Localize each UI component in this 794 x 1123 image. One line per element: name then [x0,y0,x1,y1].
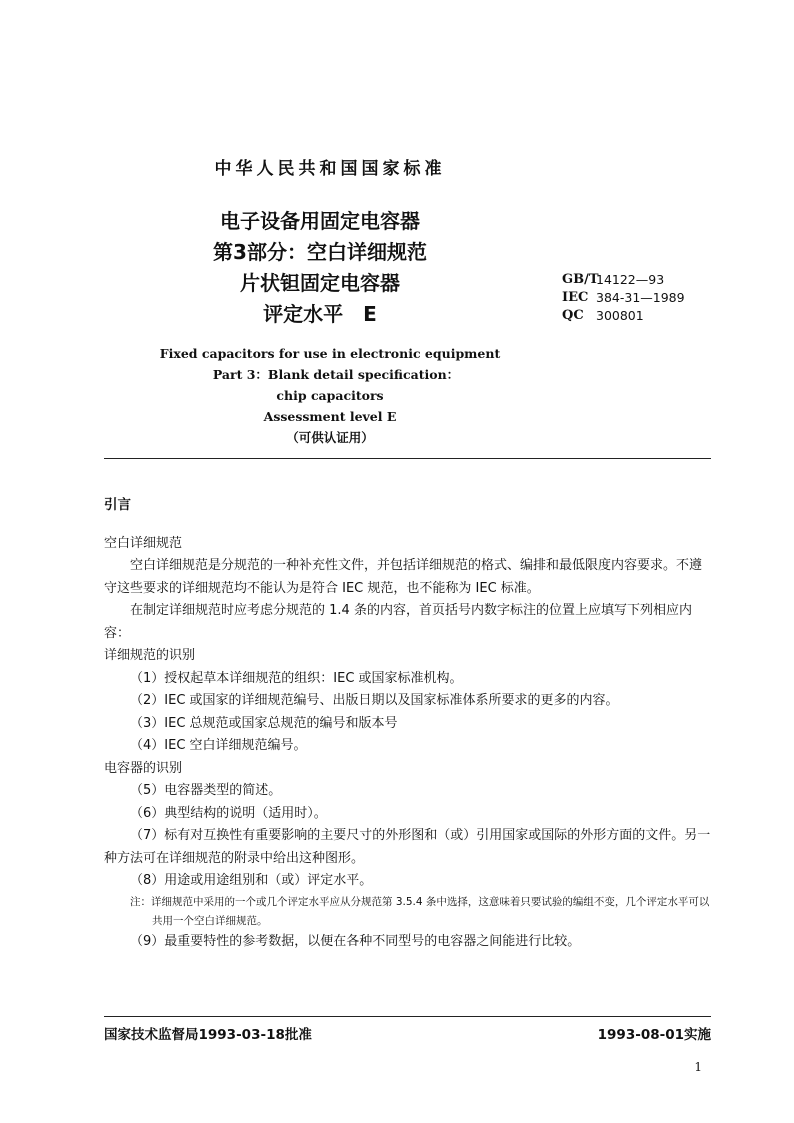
paragraph-2: 在制定详细规范时应考虑分规范的 1.4 条的内容，首页括号内数字标注的位置上应填写下列相应内容： [104,603,692,641]
document-body [104,494,714,953]
standard-codes [562,271,685,325]
page-number: 1 [694,1060,702,1074]
list-item: （4）IEC 空白详细规范编号。 [130,738,307,753]
title-cn-line-3: 片状钽固定电容器 [240,271,400,295]
list-item: （1）授权起草本详细规范的组织：IEC 或国家标准机构。 [130,670,463,686]
note: 注：详细规范中采用的一个或几个评定水平应从分规范第 3.5.4 条中选择，这意味着只要试验的编组不变，几个评定水平可以共用一个空白详细规范。 [130,895,710,927]
approval-date: 国家技术监督局1993-03-18批准 [104,1027,312,1043]
list-item: （7）标有对互换性有重要影响的主要尺寸的外形图和（或）引用国家或国际的外形方面的文件。另一种方法可在详细规范的附录中给出这种图形。 [104,828,711,866]
national-standard-header: 中华人民共和国国家标准 [214,159,446,179]
standard-code-value: 14122—93 [596,272,665,287]
list-item: （3）IEC 总规范或国家总规范的编号和版本号 [130,715,398,731]
title-en-line-5: （可供认证用） [286,430,374,445]
header-divider [104,458,711,459]
title-cn-line-2: 第3部分：空白详细规范 [213,240,427,264]
intro-heading: 引言 [104,497,131,513]
section-title-spec-identification: 详细规范的识别 [104,648,196,663]
standard-code-label: GB/T [562,272,599,287]
standard-code-gb [562,271,685,289]
list-item: （6）典型结构的说明（适用时）。 [130,805,327,821]
footer-divider [104,1016,711,1017]
title-en-line-4: Assessment level E [263,409,397,424]
title-cn-line-4: 评定水平 E [263,302,377,326]
title-en [150,343,510,448]
list-item: （9）最重要特性的参考数据，以便在各种不同型号的电容器之间能进行比较。 [130,933,581,949]
title-en-line-2: Part 3：Blank detail specification： [212,367,460,382]
list-item: （5）电容器类型的简述。 [130,783,282,798]
standard-code-value: 300801 [596,308,644,323]
paragraph-1: 空白详细规范是分规范的一种补充性文件，并包括详细规范的格式、编排和最低限度内容要求。不遵守这些要求的详细规范均不能认为是符合 IEC 规范，也不能称为 IEC 标准。 [104,558,703,596]
title-cn-line-1: 电子设备用固定电容器 [220,209,420,233]
standard-code-value: 384-31—1989 [596,290,685,305]
standard-code-iec [562,289,685,307]
list-item: （2）IEC 或国家的详细规范编号、出版日期以及国家标准体系所要求的更多的内容。 [130,693,619,708]
standard-code-label: QC [562,308,584,323]
title-en-line-1: Fixed capacitors for use in electronic equipment [159,346,501,361]
list-item: （8）用途或用途组别和（或）评定水平。 [130,873,373,888]
implementation-date: 1993-08-01实施 [597,1027,711,1043]
section-title-blank-spec: 空白详细规范 [104,535,183,551]
section-title-capacitor-identification: 电容器的识别 [104,760,183,776]
title-en-line-3: chip capacitors [276,388,384,403]
standard-code-label: IEC [562,290,589,305]
standard-code-qc [562,307,685,325]
